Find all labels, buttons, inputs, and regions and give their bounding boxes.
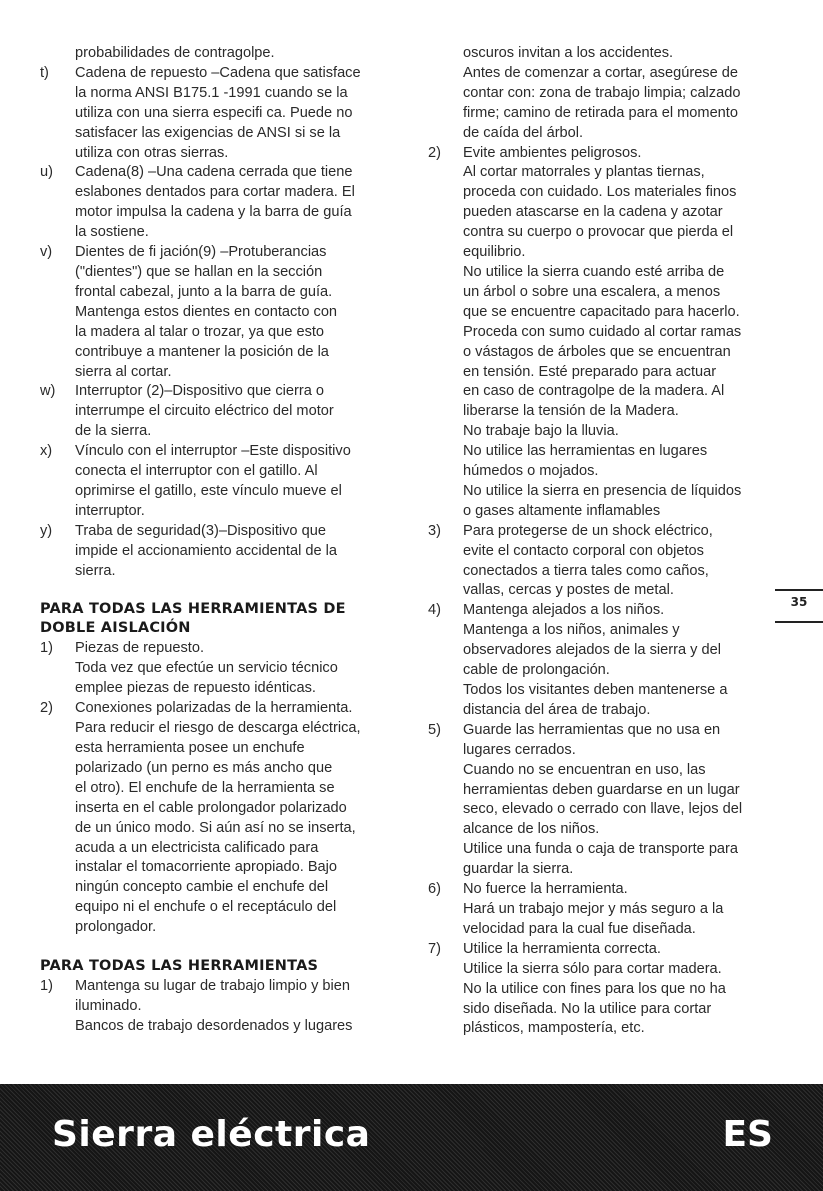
page-number-tab [775, 589, 823, 623]
text-line: No trabaje bajo la lluvia. [463, 423, 619, 440]
list-item [428, 880, 794, 940]
item-marker: 7) [428, 940, 441, 957]
text-line: Todos los visitantes deben mantenerse a [463, 682, 728, 698]
section-heading-all-tools: PARA TODAS LAS HERRAMIENTAS [40, 958, 319, 975]
text-line: Mantenga alejados a los niños. [463, 602, 665, 619]
text-line: Piezas de repuesto. [75, 640, 204, 657]
language-code: ES [722, 1114, 773, 1155]
text-line: Dientes de fi jación(9) –Protuberancias [75, 244, 327, 261]
text-line: plásticos, mampostería, etc. [463, 1020, 645, 1037]
item-marker: 6) [428, 881, 441, 898]
text-line: contribuye a mantener la posición de la [75, 343, 329, 360]
text-line: equilibrio. [463, 244, 526, 261]
text-line: sierra al cortar. [75, 363, 172, 380]
text-line: seco, elevado o cerrado con llave, lejos del [463, 801, 743, 818]
text-line: guardar la sierra. [463, 861, 574, 878]
tab-rule-bottom [775, 621, 823, 623]
list-item [40, 163, 400, 243]
heading-line: DOBLE AISLACIÓN [40, 620, 191, 637]
text-line: Antes de comenzar a cortar, asegúrese de [463, 64, 739, 81]
text-line: Conexiones polarizadas de la herramienta. [75, 700, 353, 717]
intro-continuation [40, 44, 400, 64]
text-line: equipo ni el enchufe o el receptáculo del [75, 899, 337, 916]
text-line: ningún concepto cambie el enchufe del [75, 879, 329, 896]
text-line: interrumpe el circuito eléctrico del motor [75, 403, 334, 420]
all-tools-list [40, 977, 400, 1037]
text-line: Toda vez que efectúe un servicio técnico [75, 660, 338, 677]
text-line: el otro). El enchufe de la herramienta se [75, 779, 335, 796]
text-line: Bancos de trabajo desordenados y lugares [75, 1017, 353, 1034]
item-marker: 2) [40, 700, 53, 717]
text-line: interruptor. [75, 502, 145, 519]
text-line: lugares cerrados. [463, 741, 576, 758]
text-line: Mantenga su lugar de trabajo limpio y bien [75, 978, 351, 995]
text-line: distancia del área de trabajo. [463, 701, 651, 718]
list-item [428, 940, 794, 1040]
text-line: Para protegerse de un shock eléctrico, [463, 522, 713, 539]
list-item [428, 721, 794, 880]
text-line: No la utilice con fines para los que no ha [463, 980, 726, 997]
text-line: contar con: zona de trabajo limpia; calzado [463, 84, 741, 101]
text-line: la madera al talar o trozar, ya que esto [75, 323, 325, 340]
text-line: firme; camino de retirada para el momento [463, 104, 738, 121]
text-line: velocidad para la cual fue diseñada. [463, 920, 696, 937]
list-item [40, 522, 400, 582]
text-line: frontal cabezal, junto a la barra de guía. [75, 283, 333, 300]
text-line: Para reducir el riesgo de descarga eléctrica, [75, 720, 361, 737]
text-line: Cadena(8) –Una cadena cerrada que tiene [75, 164, 353, 181]
text-line: de un único modo. Si aún así no se inserta, [75, 819, 356, 836]
text-line: Hará un trabajo mejor y más seguro a la [463, 900, 724, 917]
item-marker: 3) [428, 522, 441, 539]
tab-rule-top [775, 589, 823, 591]
list-item [428, 144, 794, 522]
text-line: Mantenga estos dientes en contacto con [75, 303, 338, 320]
text-line: herramientas deben guardarse en un lugar [463, 781, 740, 798]
text-line: en tensión. Esté preparado para actuar [463, 363, 717, 380]
text-line: o vástagos de árboles que se encuentran [463, 343, 731, 360]
text-line: polarizado (un perno es más ancho que [75, 759, 333, 776]
text-line: prolongador. [75, 919, 157, 936]
text-line: Utilice la herramienta correcta. [463, 940, 661, 957]
text-line: Interruptor (2)–Dispositivo que cierra o [75, 383, 325, 400]
item-marker: 4) [428, 602, 441, 619]
text-line: esta herramienta posee un enchufe [75, 740, 305, 756]
text-line: la sostiene. [75, 224, 149, 241]
list-item [40, 64, 400, 164]
text-line: evite el contacto corporal con objetos [463, 542, 704, 559]
text-line: alcance de los niños. [463, 821, 600, 838]
text-line: en caso de contragolpe de la madera. Al [463, 383, 725, 400]
text-line: motor impulsa la cadena y la barra de guía [75, 204, 352, 221]
text-line: observadores alejados de la sierra y del [463, 642, 721, 659]
text-line: No utilice la sierra cuando esté arriba de [463, 263, 725, 280]
right-column [428, 44, 794, 1039]
definitions-list [40, 64, 400, 582]
text-line: satisfacer las exigencias de ANSI si se la [75, 124, 341, 141]
section-heading-double-insulation [40, 600, 400, 638]
left-column [40, 44, 400, 1037]
text-line: que se encuentre capacitado para hacerlo. [463, 303, 740, 320]
footer-banner [0, 1084, 823, 1191]
text-line: la norma ANSI B175.1 -1991 cuando se la [75, 84, 348, 101]
text-line: contra su cuerpo o provocar que pierda el [463, 224, 734, 241]
text-line: Mantenga a los niños, animales y [463, 622, 680, 639]
text-line: húmedos o mojados. [463, 463, 599, 480]
text-line: No fuerce la herramienta. [463, 881, 628, 898]
page-number: 35 [790, 595, 808, 609]
text-line: de caída del árbol. [463, 124, 584, 141]
text-line: Traba de seguridad(3)–Dispositivo que [75, 522, 326, 539]
text-line: emplee piezas de repuesto idénticas. [75, 680, 316, 697]
text-line: liberarse la tensión de la Madera. [463, 403, 679, 420]
text-line: probabilidades de contragolpe. [75, 45, 275, 61]
text-line: iluminado. [75, 997, 142, 1014]
continuation-text [428, 44, 794, 144]
item-marker: w) [40, 383, 56, 400]
item-marker: v) [40, 244, 53, 261]
text-line: Proceda con sumo cuidado al cortar ramas [463, 323, 742, 340]
item-marker: t) [40, 64, 49, 81]
item-marker: 1) [40, 640, 53, 657]
text-line: un árbol o sobre una escalera, a menos [463, 283, 721, 300]
text-line: oprimirse el gatillo, este vínculo mueve el [75, 482, 342, 499]
text-line: proceda con cuidado. Los materiales finos [463, 184, 737, 201]
text-line: conectados a tierra tales como caños, [463, 562, 709, 579]
item-marker: y) [40, 522, 53, 539]
text-line: instalar el tomacorriente apropiado. Bajo [75, 859, 338, 876]
text-line: Evite ambientes peligrosos. [463, 144, 642, 161]
text-line: conecta el interruptor con el gatillo. Al [75, 463, 318, 480]
text-line: oscuros invitan a los accidentes. [463, 45, 674, 61]
list-item [40, 442, 400, 522]
text-line: inserta en el cable prolongador polarizado [75, 799, 347, 816]
text-line: cable de prolongación. [463, 662, 610, 679]
text-line: ("dientes") que se hallan en la sección [75, 263, 323, 280]
text-line: No utilice la sierra en presencia de líquidos [463, 482, 742, 499]
item-marker: 1) [40, 978, 53, 995]
list-item [428, 601, 794, 720]
text-line: eslabones dentados para cortar madera. El [75, 184, 355, 201]
text-line: Guarde las herramientas que no usa en [463, 721, 721, 738]
text-line: impide el accionamiento accidental de la [75, 542, 338, 559]
text-line: Cuando no se encuentran en uso, las [463, 761, 706, 778]
text-line: Al cortar matorrales y plantas tiernas, [463, 164, 705, 181]
double-insulation-list [40, 639, 400, 938]
text-line: utiliza con una sierra especifi ca. Puede no [75, 104, 353, 121]
text-line: pueden atascarse en la cadena y azotar [463, 204, 723, 221]
list-item [40, 639, 400, 699]
list-item [428, 522, 794, 602]
text-line: sierra. [75, 562, 116, 579]
footer-title: Sierra eléctrica [52, 1114, 371, 1155]
item-marker: x) [40, 443, 53, 460]
text-line: de la sierra. [75, 423, 152, 440]
text-line: acuda a un electricista calificado para [75, 839, 319, 856]
text-line: No utilice las herramientas en lugares [463, 443, 708, 460]
safety-rules-list [428, 144, 794, 1040]
item-marker: u) [40, 164, 53, 181]
item-marker: 5) [428, 721, 441, 738]
text-line: Cadena de repuesto –Cadena que satisface [75, 64, 361, 81]
text-line: utiliza con otras sierras. [75, 144, 229, 161]
text-line: sido diseñada. No la utilice para cortar [463, 1000, 712, 1017]
list-item [40, 699, 400, 938]
text-line: Vínculo con el interruptor –Este dispositivo [75, 443, 351, 460]
item-marker: 2) [428, 144, 441, 161]
list-item [40, 243, 400, 382]
text-line: vallas, cercas y postes de metal. [463, 582, 674, 599]
text-line: Utilice una funda o caja de transporte para [463, 841, 739, 858]
heading-line: PARA TODAS LAS HERRAMIENTAS DE [40, 601, 346, 618]
text-line: o gases altamente inflamables [463, 502, 661, 519]
text-line: Utilice la sierra sólo para cortar madera. [463, 960, 722, 977]
list-item [40, 382, 400, 442]
list-item [40, 977, 400, 1037]
